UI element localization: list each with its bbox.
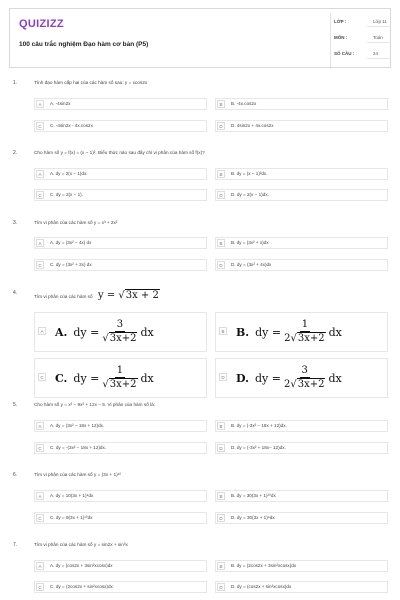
option-letter: A [36,170,44,178]
option-b[interactable] [215,420,388,432]
option-d[interactable] [215,189,388,201]
option-d[interactable] [215,259,388,271]
option-letter: C [36,583,44,591]
option-c[interactable] [34,512,207,524]
option-text: C. dy = 9(3x + 1)¹⁰dx [50,515,93,520]
option-letter: D [217,191,225,199]
option-letter: B [217,170,225,178]
option-c[interactable] [34,259,207,271]
option-text: B. -4x.cos2x [231,101,257,106]
option-text: C. dy = 2(x − 1). [50,192,83,197]
option-text: B. dy = 30(3x + 1)¹⁰dx [231,493,276,498]
option-d[interactable] [215,512,388,524]
option-c[interactable] [34,120,207,132]
question-text: Tìm vi phân của các hàm số y = √3x + 2 [34,290,159,301]
option-text: A. dy = (3x² − 4x) dx [50,240,92,245]
option-text: B. dy = (-3x² − 18x + 12)dx. [231,423,287,428]
meta-subject [331,29,393,43]
meta-panel [330,13,392,69]
question-number: 4. [13,290,18,296]
option-letter: D [217,514,225,522]
option-text: C. dy = (3x² + 2x) dx [50,262,92,267]
option-a[interactable] [34,98,207,110]
option-letter: A [36,492,44,500]
option-text: D. dy = (cos2x + sin²xcosx)dx [231,584,292,589]
option-b[interactable] [215,560,388,572]
question-text: Tìm vi phân của các hàm số y = (3x + 1)¹⁰ [34,472,122,477]
option-b[interactable] [215,237,388,249]
option-letter: D [217,444,225,452]
option-letter: D [217,261,225,269]
option-letter: C [36,261,44,269]
question-number: 1. [13,80,18,86]
option-letter: D [219,373,227,381]
option-letter: B [217,422,225,430]
question-text: Tìm vi phân của các hàm số y = x³ + 2x² [34,220,118,225]
option-text: C. -4sin2x - 4x.cos2x [50,123,93,128]
option-letter: A [36,100,44,108]
meta-count-value: 24 [373,51,379,56]
option-formula: C. dy = $\frac{1}{√3x+2}$ dx [55,365,154,390]
option-letter: C [36,191,44,199]
question-number: 2. [13,150,18,156]
option-letter: B [217,100,225,108]
option-b[interactable] [215,168,388,180]
option-text: A. dy = (3x² − 18x + 12)dx. [50,423,105,428]
option-letter: A [38,327,46,335]
worksheet-title: 100 câu trắc nghiệm Đạo hàm cơ bản (P5) [19,41,149,48]
option-b[interactable] [215,490,388,502]
option-letter: D [217,122,225,130]
option-a[interactable] [34,560,207,572]
question-number: 7. [13,542,18,548]
meta-count-key: SỐ CÂU : [334,51,355,56]
question-text: Cho hàm số y = f(x) = (x − 1)². Biểu thức nào sau đây chỉ vi phân của hàm số f(x)? [34,150,205,155]
option-letter: B [217,562,225,570]
option-d[interactable] [215,581,388,593]
option-text: A. dy = 2(x − 1)dx. [50,171,88,176]
option-a[interactable] [34,490,207,502]
option-c[interactable] [34,358,207,398]
option-letter: C [38,373,46,381]
question-number: 5. [13,402,18,408]
meta-class-key: LỚP : [334,19,347,24]
option-text: C. dy = (2cos2x + sin²xcosx)dx [50,584,113,589]
question-formula: y = √3x + 2 [97,290,159,301]
question-text: Tìm vi phân của các hàm số y = sin2x + sin³x [34,542,128,547]
question-number: 6. [13,472,18,478]
option-text: B. dy = (x − 1)²dx. [231,171,268,176]
question-text: Cho hàm số y = x³ − 9x² + 12x − 5. Vi phân của hàm số là: [34,402,156,407]
option-text: C. dy = -(3x² − 18x + 12)dx. [50,445,107,450]
option-a[interactable] [34,420,207,432]
option-a[interactable] [34,168,207,180]
option-letter: C [36,444,44,452]
option-c[interactable] [34,189,207,201]
option-letter: A [36,239,44,247]
option-text: D. dy = 30(3x + 1)⁹dx [231,515,275,520]
option-letter: B [217,239,225,247]
option-text: B. dy = (2cos2x + 3sin²xcosx)dx [231,563,297,568]
option-letter: A [36,422,44,430]
option-formula: A. dy = $\frac{3}{√3x+2}$ dx [55,319,154,344]
brand-logo: QUIZIZZ [19,18,64,30]
meta-class [331,13,393,27]
option-letter: D [217,583,225,591]
option-a[interactable] [34,312,207,352]
option-c[interactable] [34,442,207,454]
option-a[interactable] [34,237,207,249]
meta-subject-value: Toán [373,35,383,40]
option-text: A. -4sin2x [50,101,71,106]
meta-count [331,45,393,59]
option-text: D. dy = 2(x − 1)dx. [231,192,269,197]
option-text: A. dy = (cos2x + 3sin²xcosx)dx [50,563,113,568]
meta-subject-key: MÔN : [334,35,348,40]
question-text: Tính đạo hàm cấp hai của các hàm số sau: y = xcos2x [34,80,148,85]
option-letter: A [36,562,44,570]
option-text: D. dy = (3x² + 4x)dx [231,262,272,267]
option-letter: C [36,122,44,130]
option-formula: D. dy = $\frac{3}{2√3x+2}$ dx [236,365,342,390]
option-text: A. dy = 10(3x + 1)⁹dx [50,493,94,498]
meta-class-value: Lớp 11 [373,19,387,24]
option-d[interactable] [215,442,388,454]
option-text: B. dy = (3x² + x)dx [231,240,269,245]
option-c[interactable] [34,581,207,593]
option-b[interactable] [215,98,388,110]
option-letter: C [36,514,44,522]
option-b[interactable] [215,312,388,352]
option-d[interactable] [215,358,388,398]
option-letter: B [217,492,225,500]
option-d[interactable] [215,120,388,132]
worksheet-header [9,8,391,68]
option-letter: B [219,327,227,335]
option-formula: B. dy = $\frac{1}{2√3x+2}$ dx [236,319,342,344]
question-number: 3. [13,220,18,226]
option-text: D. 4sin2x + 4x.cos2x [231,123,274,128]
option-text: D. dy = (-3x² + 18x− 12)dx. [231,445,286,450]
